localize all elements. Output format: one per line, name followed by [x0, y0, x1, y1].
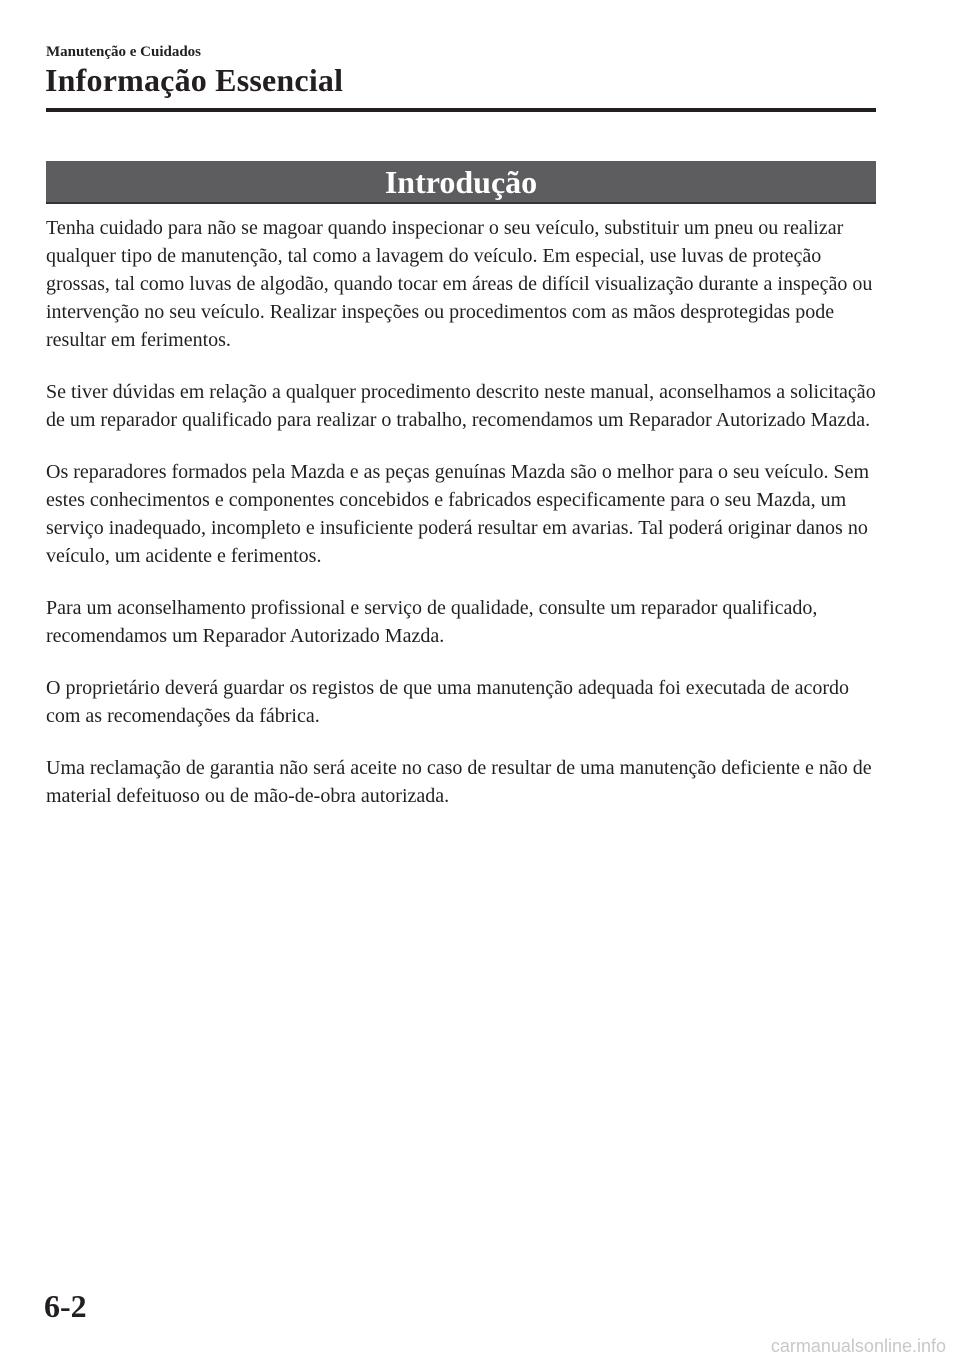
title-divider [46, 108, 876, 112]
chapter-label: Manutenção e Cuidados [46, 44, 202, 60]
paragraph: Tenha cuidado para não se magoar quando inspecionar o seu veículo, substituir um pneu ou realizar qualquer tipo de manutenção, tal como a lavagem do veículo. Em especial, use luvas de proteção grossas, tal como luvas de algodão, quando tocar em áreas de difícil visualização durante a inspeção ou intervenção no seu veículo. Realizar inspeções ou procedimentos com as mãos desprotegidas pode resultar em ferimentos. [46, 217, 873, 351]
paragraph: O proprietário deverá guardar os registos de que uma manutenção adequada foi executada de acordo com as recomendações da fábrica. [46, 677, 849, 727]
paragraph: Para um aconselhamento profissional e serviço de qualidade, consulte um reparador qualificado, recomendamos um Reparador Autorizado Mazda. [46, 597, 818, 647]
page-number: 6-2 [44, 1288, 87, 1324]
section-title: Informação Essencial [45, 62, 344, 98]
paragraph: Se tiver dúvidas em relação a qualquer procedimento descrito neste manual, aconselhamos a solicitação de um reparador qualificado para realizar o trabalho, recomendamos um Reparador Autorizado Mazda. [46, 381, 876, 431]
watermark: carmanualsonline.info [770, 1336, 946, 1356]
topic-title: Introdução [384, 164, 538, 200]
topic-banner [46, 161, 876, 204]
body-text [46, 214, 881, 834]
paragraph: Uma reclamação de garantia não será aceite no caso de resultar de uma manutenção deficiente e não de material defeituoso ou de mão-de-obra autorizada. [46, 757, 872, 807]
paragraph: Os reparadores formados pela Mazda e as peças genuínas Mazda são o melhor para o seu veículo. Sem estes conhecimentos e componentes concebidos e fabricados especificamente para o seu Mazda, um serviço inadequado, incompleto e insuficiente poderá resultar em avarias. Tal poderá originar danos no veículo, um acidente e ferimentos. [46, 461, 870, 567]
